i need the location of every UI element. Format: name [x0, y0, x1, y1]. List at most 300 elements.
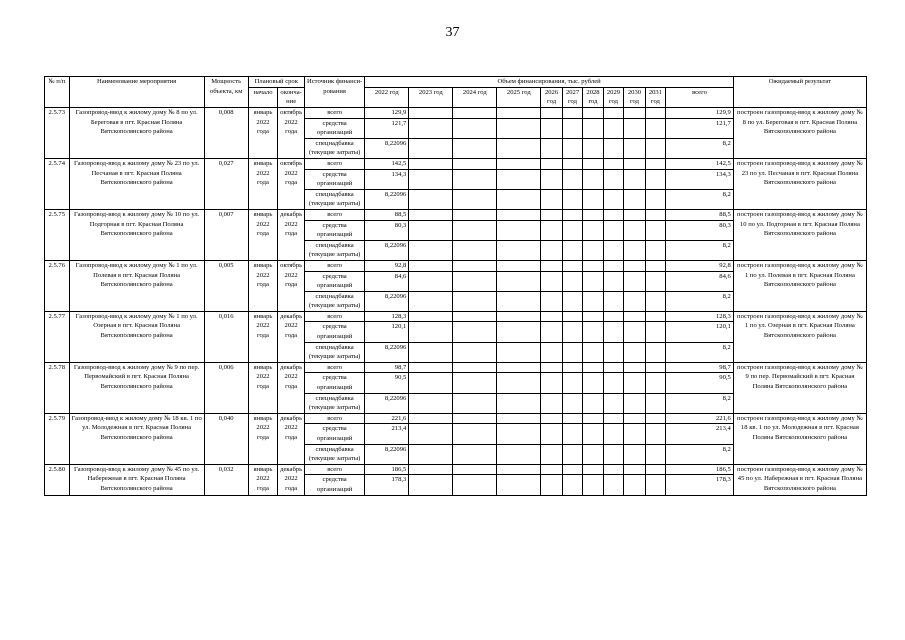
value-empty: [645, 373, 665, 393]
row-result: построен газопровод-ввод к жилому дому № 10 по ул. Подгорная в пгт. Красная Поляна Вятскополянского района: [733, 209, 866, 260]
row-capacity: 0,006: [204, 362, 248, 413]
value-empty: [562, 138, 582, 158]
value-2022: 98,7: [365, 362, 409, 373]
value-empty: [409, 311, 453, 322]
value-empty: [541, 158, 562, 169]
table-body: [45, 108, 867, 496]
value-2022: 142,5: [365, 158, 409, 169]
value-empty: [453, 424, 497, 444]
value-empty: [497, 209, 541, 220]
value-empty: [603, 311, 623, 322]
value-empty: [497, 311, 541, 322]
header-year: 2024 год: [453, 87, 497, 107]
value-empty: [624, 311, 645, 322]
value-total: 8,2: [666, 189, 734, 209]
value-empty: [497, 108, 541, 119]
row-source: средства организаций: [304, 322, 364, 342]
value-empty: [583, 413, 603, 424]
value-2022: 129,9: [365, 108, 409, 119]
row-source: средства организаций: [304, 220, 364, 240]
value-empty: [541, 424, 562, 444]
value-empty: [603, 444, 623, 464]
value-empty: [541, 271, 562, 291]
value-empty: [409, 209, 453, 220]
value-empty: [562, 444, 582, 464]
value-empty: [583, 322, 603, 342]
header-year: 2031 год: [645, 87, 665, 107]
header-year: 2028 год: [583, 87, 603, 107]
value-empty: [541, 260, 562, 271]
value-empty: [562, 118, 582, 138]
value-empty: [603, 108, 623, 119]
value-empty: [624, 209, 645, 220]
value-empty: [624, 424, 645, 444]
value-2022: 88,5: [365, 209, 409, 220]
value-empty: [603, 118, 623, 138]
value-empty: [453, 108, 497, 119]
value-total: 128,3: [666, 311, 734, 322]
value-empty: [624, 189, 645, 209]
row-number: 2.5.80: [45, 464, 70, 495]
value-empty: [624, 322, 645, 342]
row-name: Газопровод-ввод к жилому дому № 9 по пер. Первомайский в пгт. Красная Поляна Вятскополянского района: [69, 362, 204, 413]
row-end: октябрь 2022 года: [278, 108, 305, 159]
row-start: январь 2022 года: [248, 108, 278, 159]
value-empty: [409, 169, 453, 189]
value-empty: [624, 362, 645, 373]
value-empty: [603, 393, 623, 413]
value-empty: [453, 240, 497, 260]
value-empty: [603, 169, 623, 189]
value-total: 90,5: [666, 373, 734, 393]
value-empty: [603, 260, 623, 271]
value-total: 8,2: [666, 393, 734, 413]
value-total: 221,6: [666, 413, 734, 424]
row-result: построен газопровод-ввод к жилому дому № 23 по ул. Песчаная в пгт. Красная Поляна Вятскополянского района: [733, 158, 866, 209]
table-row: [45, 260, 867, 271]
value-empty: [409, 373, 453, 393]
header-year: 2029 год: [603, 87, 623, 107]
row-source: средства организаций: [304, 118, 364, 138]
value-empty: [624, 158, 645, 169]
value-empty: [453, 291, 497, 311]
value-empty: [409, 464, 453, 475]
value-empty: [562, 240, 582, 260]
row-source: спецнадбавка (текущие затраты): [304, 138, 364, 158]
value-empty: [562, 311, 582, 322]
value-total: 8,2: [666, 291, 734, 311]
header-year: 2025 год: [497, 87, 541, 107]
value-empty: [453, 118, 497, 138]
row-result: построен газопровод-ввод к жилому дому № 8 по ул. Береговая в пгт. Красная Поляна Вятскополянского района: [733, 108, 866, 159]
value-total: 80,3: [666, 220, 734, 240]
value-empty: [645, 413, 665, 424]
value-empty: [541, 118, 562, 138]
value-empty: [541, 464, 562, 475]
value-empty: [541, 189, 562, 209]
value-empty: [453, 413, 497, 424]
value-empty: [583, 342, 603, 362]
value-2022: 186,5: [365, 464, 409, 475]
value-empty: [453, 393, 497, 413]
table-row: [45, 362, 867, 373]
value-empty: [583, 373, 603, 393]
value-empty: [541, 342, 562, 362]
value-empty: [624, 393, 645, 413]
value-empty: [409, 118, 453, 138]
row-capacity: 0,032: [204, 464, 248, 495]
value-empty: [603, 464, 623, 475]
header-funding: Объем финансирования, тыс. рублей: [365, 77, 734, 88]
value-empty: [583, 240, 603, 260]
value-empty: [583, 444, 603, 464]
value-empty: [453, 271, 497, 291]
value-empty: [562, 373, 582, 393]
value-empty: [624, 373, 645, 393]
value-empty: [497, 424, 541, 444]
row-result: построен газопровод-ввод к жилому дому № 1 по ул. Озерная в пгт. Красная Поляна Вятскополянского района: [733, 311, 866, 362]
value-empty: [645, 291, 665, 311]
value-empty: [562, 413, 582, 424]
value-empty: [453, 260, 497, 271]
value-empty: [583, 158, 603, 169]
header-term: Плановый срок: [248, 77, 304, 88]
header-result: Ожидаемый результат: [733, 77, 866, 108]
value-empty: [603, 362, 623, 373]
value-empty: [603, 342, 623, 362]
value-empty: [645, 108, 665, 119]
value-empty: [645, 240, 665, 260]
row-source: средства организаций: [304, 424, 364, 444]
value-empty: [645, 424, 665, 444]
value-empty: [541, 220, 562, 240]
value-empty: [583, 260, 603, 271]
value-2022: 92,8: [365, 260, 409, 271]
value-empty: [603, 475, 623, 495]
value-empty: [497, 464, 541, 475]
value-empty: [624, 108, 645, 119]
value-empty: [562, 475, 582, 495]
value-empty: [603, 158, 623, 169]
row-source: всего: [304, 108, 364, 119]
value-empty: [453, 475, 497, 495]
value-2022: 213,4: [365, 424, 409, 444]
row-start: январь 2022 года: [248, 362, 278, 413]
row-capacity: 0,007: [204, 209, 248, 260]
row-source: средства организаций: [304, 475, 364, 495]
value-empty: [453, 322, 497, 342]
value-empty: [562, 158, 582, 169]
value-empty: [453, 373, 497, 393]
value-empty: [541, 169, 562, 189]
value-empty: [409, 291, 453, 311]
row-name: Газопровод-ввод к жилому дому № 10 по ул. Подгорная в пгт. Красная Поляна Вятскополянского района: [69, 209, 204, 260]
value-2022: 221,6: [365, 413, 409, 424]
value-empty: [541, 138, 562, 158]
value-empty: [453, 444, 497, 464]
value-empty: [603, 373, 623, 393]
value-2022: 121,7: [365, 118, 409, 138]
value-empty: [409, 271, 453, 291]
value-total: 121,7: [666, 118, 734, 138]
row-end: декабрь 2022 года: [278, 413, 305, 464]
value-empty: [624, 475, 645, 495]
value-empty: [603, 271, 623, 291]
value-empty: [562, 342, 582, 362]
value-empty: [583, 475, 603, 495]
table-row: [45, 158, 867, 169]
value-empty: [409, 138, 453, 158]
value-total: 213,4: [666, 424, 734, 444]
table-row: [45, 311, 867, 322]
value-empty: [409, 475, 453, 495]
value-total: 8,2: [666, 444, 734, 464]
row-start: январь 2022 года: [248, 209, 278, 260]
value-empty: [562, 393, 582, 413]
value-empty: [645, 322, 665, 342]
value-empty: [453, 362, 497, 373]
value-empty: [497, 291, 541, 311]
value-empty: [603, 413, 623, 424]
value-empty: [562, 322, 582, 342]
value-total: 98,7: [666, 362, 734, 373]
row-start: январь 2022 года: [248, 260, 278, 311]
value-empty: [603, 291, 623, 311]
value-empty: [453, 209, 497, 220]
row-start: январь 2022 года: [248, 158, 278, 209]
value-empty: [497, 413, 541, 424]
value-empty: [645, 220, 665, 240]
value-2022: 178,3: [365, 475, 409, 495]
value-empty: [541, 362, 562, 373]
value-empty: [624, 138, 645, 158]
row-number: 2.5.76: [45, 260, 70, 311]
value-total: 8,2: [666, 342, 734, 362]
row-end: декабрь 2022 года: [278, 209, 305, 260]
value-empty: [453, 138, 497, 158]
value-empty: [645, 362, 665, 373]
value-empty: [603, 209, 623, 220]
value-empty: [497, 373, 541, 393]
value-2022: 8,22096: [365, 189, 409, 209]
value-empty: [541, 475, 562, 495]
value-empty: [603, 240, 623, 260]
value-2022: 8,22096: [365, 291, 409, 311]
value-empty: [541, 393, 562, 413]
value-empty: [409, 189, 453, 209]
value-empty: [541, 311, 562, 322]
value-empty: [497, 271, 541, 291]
row-name: Газопровод-ввод к жилому дому № 23 по ул. Песчаная в пгт. Красная Поляна Вятскополянского района: [69, 158, 204, 209]
value-empty: [541, 413, 562, 424]
value-empty: [624, 413, 645, 424]
value-empty: [409, 444, 453, 464]
row-start: январь 2022 года: [248, 311, 278, 362]
value-empty: [583, 108, 603, 119]
value-empty: [562, 108, 582, 119]
row-source: всего: [304, 260, 364, 271]
value-empty: [453, 311, 497, 322]
value-empty: [409, 424, 453, 444]
value-empty: [409, 220, 453, 240]
value-empty: [645, 118, 665, 138]
value-empty: [562, 209, 582, 220]
value-empty: [497, 240, 541, 260]
value-total: 92,8: [666, 260, 734, 271]
row-source: всего: [304, 311, 364, 322]
value-empty: [645, 209, 665, 220]
value-empty: [453, 169, 497, 189]
value-empty: [497, 260, 541, 271]
table-row: [45, 209, 867, 220]
value-empty: [624, 240, 645, 260]
funding-table: [44, 76, 867, 496]
value-empty: [497, 138, 541, 158]
value-empty: [562, 260, 582, 271]
row-name: Газопровод-ввод к жилому дому № 18 кв. 1 по ул. Молодежная в пгт. Красная Поляна Вятскополянского района: [69, 413, 204, 464]
row-source: средства организаций: [304, 169, 364, 189]
value-empty: [624, 118, 645, 138]
header-name: Наименование мероприятия: [69, 77, 204, 108]
value-empty: [497, 444, 541, 464]
value-total: 120,1: [666, 322, 734, 342]
value-2022: 134,3: [365, 169, 409, 189]
row-source: всего: [304, 209, 364, 220]
value-empty: [583, 393, 603, 413]
value-empty: [583, 189, 603, 209]
value-empty: [409, 362, 453, 373]
value-empty: [562, 291, 582, 311]
row-number: 2.5.77: [45, 311, 70, 362]
row-name: Газопровод-ввод к жилому дому № 1 по ул. Озерная в пгт. Красная Поляна Вятскополянского района: [69, 311, 204, 362]
value-empty: [409, 322, 453, 342]
row-source: спецнадбавка (текущие затраты): [304, 444, 364, 464]
value-empty: [541, 373, 562, 393]
value-empty: [583, 169, 603, 189]
value-empty: [453, 189, 497, 209]
value-empty: [624, 464, 645, 475]
value-empty: [497, 220, 541, 240]
value-total: 8,2: [666, 138, 734, 158]
value-empty: [583, 138, 603, 158]
value-2022: 8,22096: [365, 444, 409, 464]
value-2022: 8,22096: [365, 342, 409, 362]
value-empty: [583, 311, 603, 322]
row-end: декабрь 2022 года: [278, 362, 305, 413]
value-empty: [497, 342, 541, 362]
value-empty: [497, 322, 541, 342]
value-empty: [583, 118, 603, 138]
value-empty: [562, 271, 582, 291]
value-empty: [497, 362, 541, 373]
row-capacity: 0,040: [204, 413, 248, 464]
value-empty: [583, 362, 603, 373]
value-empty: [603, 322, 623, 342]
row-number: 2.5.73: [45, 108, 70, 159]
value-empty: [583, 220, 603, 240]
header-year: 2026 год: [541, 87, 562, 107]
value-empty: [645, 393, 665, 413]
value-empty: [624, 169, 645, 189]
row-result: построен газопровод-ввод к жилому дому № 1 по ул. Полевая в пгт. Красная Поляна Вятскополянского района: [733, 260, 866, 311]
value-empty: [645, 342, 665, 362]
header-year: 2030 год: [624, 87, 645, 107]
value-total: 84,6: [666, 271, 734, 291]
value-empty: [624, 260, 645, 271]
row-number: 2.5.78: [45, 362, 70, 413]
value-empty: [409, 393, 453, 413]
value-empty: [583, 464, 603, 475]
value-empty: [497, 169, 541, 189]
value-total: 134,3: [666, 169, 734, 189]
header-total: всего: [666, 87, 734, 107]
value-empty: [645, 138, 665, 158]
row-source: всего: [304, 362, 364, 373]
row-end: декабрь 2022 года: [278, 464, 305, 495]
value-empty: [645, 158, 665, 169]
value-empty: [645, 311, 665, 322]
value-empty: [453, 464, 497, 475]
value-empty: [541, 209, 562, 220]
value-empty: [541, 240, 562, 260]
value-empty: [562, 464, 582, 475]
row-source: средства организаций: [304, 271, 364, 291]
value-empty: [562, 189, 582, 209]
page-number: 37: [445, 25, 460, 40]
row-number: 2.5.74: [45, 158, 70, 209]
value-total: 8,2: [666, 240, 734, 260]
value-empty: [583, 291, 603, 311]
value-empty: [603, 138, 623, 158]
row-start: январь 2022 года: [248, 464, 278, 495]
value-2022: 8,22096: [365, 240, 409, 260]
header-capacity: Мощность объекта, км: [204, 77, 248, 108]
value-2022: 8,22096: [365, 393, 409, 413]
value-empty: [562, 220, 582, 240]
row-number: 2.5.79: [45, 413, 70, 464]
header-year: 2022 год: [365, 87, 409, 107]
table-header: [45, 77, 867, 108]
row-end: октябрь 2022 года: [278, 158, 305, 209]
value-empty: [541, 108, 562, 119]
row-result: построен газопровод-ввод к жилому дому № 45 по ул. Набережная в пгт. Красная Поляна Вятскополянского района: [733, 464, 866, 495]
value-empty: [603, 424, 623, 444]
header-year: 2027 год: [562, 87, 582, 107]
row-end: декабрь 2022 года: [278, 311, 305, 362]
row-source: средства организаций: [304, 373, 364, 393]
value-empty: [497, 118, 541, 138]
value-empty: [541, 322, 562, 342]
row-name: Газопровод-ввод к жилому дому № 1 по ул. Полевая в пгт. Красная Поляна Вятскополянского района: [69, 260, 204, 311]
value-2022: 120,1: [365, 322, 409, 342]
value-empty: [624, 271, 645, 291]
row-capacity: 0,016: [204, 311, 248, 362]
row-result: построен газопровод-ввод к жилому дому № 9 по пер. Первомайский в пгт. Красная Поляна Вятскополянского района: [733, 362, 866, 413]
value-empty: [603, 189, 623, 209]
value-empty: [583, 271, 603, 291]
value-empty: [497, 158, 541, 169]
value-empty: [645, 189, 665, 209]
value-total: 186,5: [666, 464, 734, 475]
value-empty: [497, 475, 541, 495]
value-empty: [562, 424, 582, 444]
value-empty: [645, 271, 665, 291]
value-empty: [453, 220, 497, 240]
row-capacity: 0,008: [204, 108, 248, 159]
row-end: октябрь 2022 года: [278, 260, 305, 311]
value-empty: [624, 444, 645, 464]
value-2022: 84,6: [365, 271, 409, 291]
